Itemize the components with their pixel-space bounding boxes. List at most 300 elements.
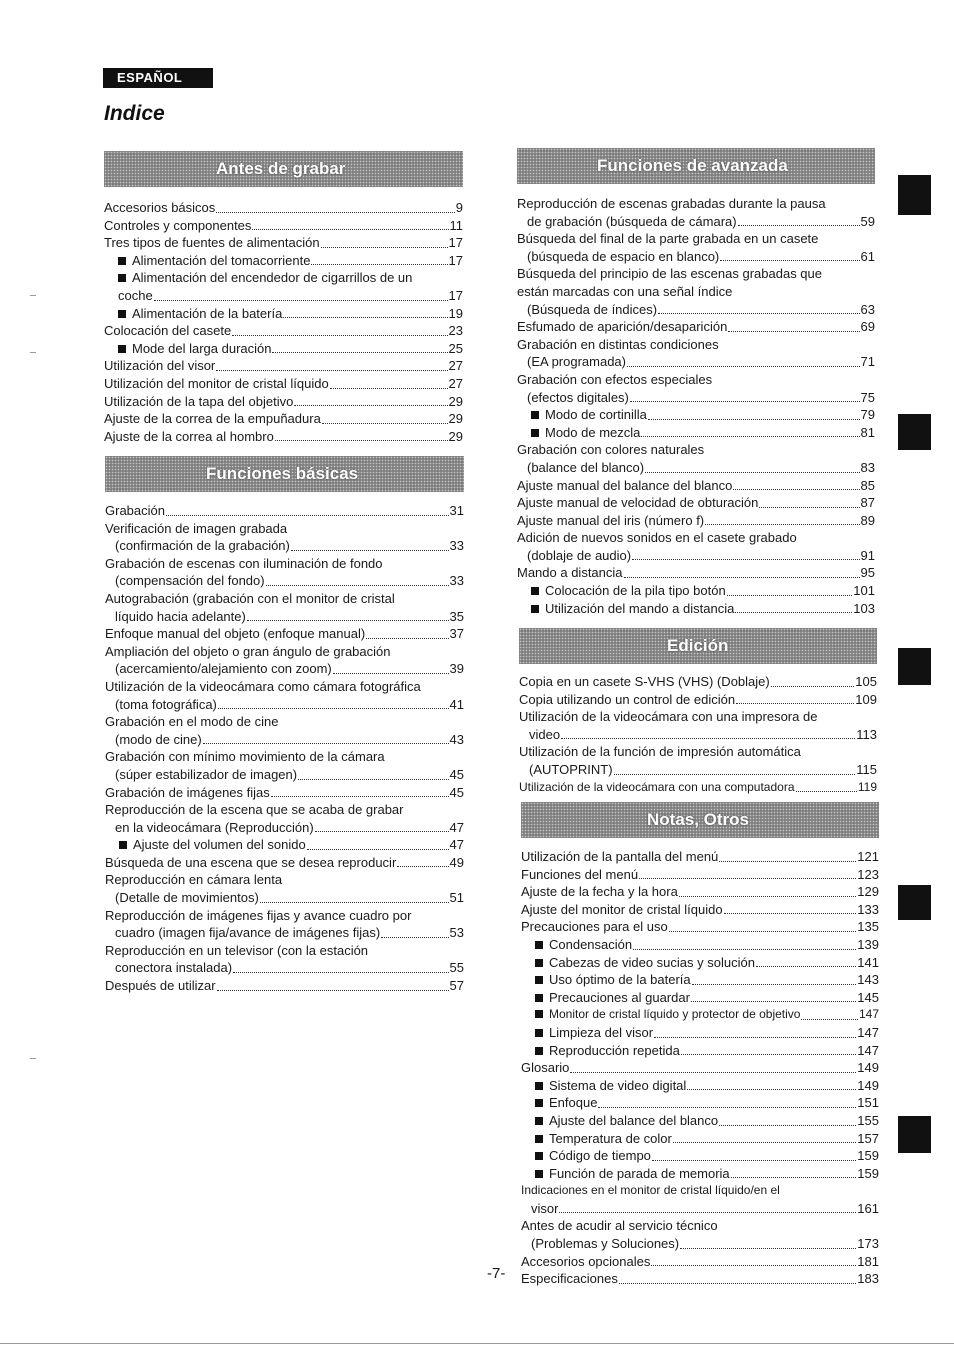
toc-entry — [105, 766, 464, 784]
dot-leader — [330, 388, 448, 389]
toc-entry — [519, 673, 877, 691]
dot-leader — [217, 990, 449, 991]
toc-entry-page: 81 — [860, 424, 875, 440]
toc-entry — [521, 1147, 879, 1165]
toc-entry-label: Precauciones para el uso — [521, 919, 668, 935]
toc-entry-label: (modo de cine) — [115, 731, 202, 747]
toc-entry-text — [521, 1270, 618, 1288]
toc-entry-page: 61 — [860, 248, 875, 264]
dot-leader — [333, 673, 449, 674]
toc-entry-label: Grabación con mínimo movimiento de la cámara — [105, 749, 385, 765]
toc-entry-page: 141 — [857, 954, 879, 970]
dot-leader — [322, 423, 448, 424]
dot-leader — [294, 405, 447, 406]
dot-leader — [669, 931, 857, 932]
toc-entry-label: Ajuste del balance del blanco — [549, 1112, 719, 1128]
toc-entry — [104, 410, 463, 428]
toc-entry-text — [115, 819, 314, 837]
toc-entry-text — [105, 872, 282, 887]
dot-leader — [692, 984, 857, 985]
toc-entry — [517, 564, 875, 582]
toc-entry-text — [105, 644, 390, 659]
toc-entry-text — [521, 848, 718, 866]
toc-entry — [105, 819, 464, 837]
dot-leader — [727, 595, 853, 596]
toc-entry-label: están marcadas con una señal índice — [517, 283, 733, 299]
toc-entry — [521, 1042, 879, 1060]
dot-leader — [252, 229, 448, 230]
toc-entry-text — [531, 1200, 558, 1218]
language-tag: ESPAÑOL — [103, 68, 213, 88]
toc-entry-text — [104, 199, 215, 217]
margin-mark — [30, 352, 36, 353]
dot-leader — [738, 225, 860, 226]
toc-entry — [521, 1235, 879, 1253]
toc-entry-text — [105, 625, 365, 643]
toc-entry-label: Modo de mezcla — [545, 424, 641, 440]
toc-entry-page: 71 — [860, 354, 875, 370]
dot-leader — [801, 1019, 858, 1020]
toc-entry-text — [531, 582, 726, 600]
toc-entry-label: (súper estabilizador de imagen) — [115, 766, 298, 782]
square-bullet-icon — [535, 1152, 543, 1160]
dot-leader — [724, 913, 857, 914]
dot-leader — [633, 949, 856, 950]
toc-entry — [105, 660, 464, 678]
toc-entry — [517, 529, 875, 547]
toc-entry-label: Grabación de escenas con iluminación de fondo — [105, 555, 383, 571]
toc-entry-label: Alimentación del encendedor de cigarrillos de un — [132, 270, 413, 286]
toc-entry-text — [529, 726, 560, 744]
toc-entry — [517, 389, 875, 407]
toc-entry — [517, 406, 875, 424]
toc-entry-text — [105, 908, 411, 923]
toc-entry — [105, 836, 464, 854]
toc-entry-label: Ajuste de la fecha y la hora — [521, 884, 678, 900]
toc-entry-page: 25 — [448, 340, 463, 356]
dot-leader — [654, 1037, 856, 1038]
toc-entry-label: Utilización del visor — [104, 358, 216, 374]
dot-leader — [366, 638, 448, 639]
toc-entry-label: Antes de acudir al servicio técnico — [521, 1218, 718, 1234]
dot-leader — [570, 1072, 856, 1073]
toc-entry — [521, 848, 879, 866]
toc-entry — [104, 287, 463, 305]
toc-entry-text — [531, 424, 640, 442]
dot-leader — [630, 401, 860, 402]
toc-entry-page: 85 — [860, 477, 875, 493]
dot-leader — [216, 212, 454, 213]
toc-entry-page: 87 — [860, 495, 875, 511]
toc-entry-text — [118, 305, 282, 323]
section-notas-otros — [521, 802, 879, 1288]
toc-entry-page: 103 — [853, 600, 875, 616]
entry-list — [521, 848, 879, 1288]
dot-leader — [291, 550, 449, 551]
toc-entry-label: Alimentación de la batería — [132, 305, 283, 321]
toc-entry-text — [535, 971, 691, 989]
toc-entry-page: 173 — [857, 1236, 879, 1252]
toc-entry-text — [105, 943, 368, 958]
toc-entry — [521, 918, 879, 936]
dot-leader — [381, 937, 448, 938]
toc-entry-label: Accesorios básicos — [104, 200, 216, 215]
toc-entry-text — [115, 572, 265, 590]
toc-entry-label: Copia utilizando un control de edición — [519, 691, 736, 707]
dot-leader — [735, 612, 852, 613]
toc-entry-label: Reproducción repetida — [549, 1042, 680, 1058]
toc-entry-text — [535, 1042, 680, 1060]
dot-leader — [311, 264, 447, 265]
toc-entry — [105, 520, 464, 538]
toc-entry — [517, 248, 875, 266]
square-bullet-icon — [535, 1082, 543, 1090]
entry-list — [517, 195, 875, 617]
toc-entry-page: 69 — [860, 319, 875, 335]
thumb-tab — [898, 648, 931, 685]
dot-leader — [283, 317, 447, 318]
thumb-tab — [898, 175, 931, 215]
toc-entry-text — [104, 322, 231, 340]
toc-entry-page: 45 — [449, 766, 464, 782]
toc-entry-label: (efectos digitales) — [527, 389, 629, 405]
dot-leader — [719, 1125, 856, 1126]
toc-entry-label: Reproducción de la escena que se acaba de grabar — [105, 802, 404, 818]
toc-entry-label: Ajuste del volumen del sonido — [133, 837, 306, 853]
dot-leader — [218, 708, 449, 709]
toc-entry-page: 147 — [857, 1042, 879, 1058]
toc-entry-page: 95 — [860, 565, 875, 581]
toc-entry-label: Grabación de imágenes fijas — [105, 784, 270, 800]
toc-entry — [104, 252, 463, 270]
toc-entry-label: Enfoque manual del objeto (enfoque manual) — [105, 626, 366, 642]
toc-entry-label: Después de utilizar — [105, 978, 216, 994]
dot-leader — [719, 861, 856, 862]
section-title: Notas, Otros — [647, 810, 750, 829]
dot-leader — [756, 966, 856, 967]
toc-entry — [519, 779, 877, 797]
toc-entry-label: Ajuste de la correa al hombro — [104, 428, 274, 444]
toc-entry-label: de grabación (búsqueda de cámara) — [527, 213, 737, 229]
toc-entry — [519, 743, 877, 761]
toc-entry — [519, 761, 877, 779]
toc-entry-page: 29 — [448, 428, 463, 444]
dot-leader — [154, 300, 448, 301]
dot-leader — [658, 313, 859, 314]
toc-entry-page: 91 — [860, 547, 875, 563]
toc-entry-page: 57 — [449, 978, 464, 994]
dot-leader — [260, 902, 449, 903]
toc-entry-text — [104, 428, 274, 446]
toc-entry-page: 159 — [857, 1165, 879, 1181]
toc-entry — [517, 371, 875, 389]
square-bullet-icon — [535, 1135, 543, 1143]
section-edicion — [519, 628, 877, 796]
toc-entry — [519, 726, 877, 744]
toc-entry-label: Glosario — [521, 1060, 570, 1076]
toc-entry-text — [535, 1165, 730, 1183]
toc-entry-page: 11 — [449, 217, 463, 233]
toc-entry-page: 63 — [860, 301, 875, 317]
dot-leader — [598, 1107, 856, 1108]
toc-entry-text — [115, 924, 380, 942]
section-header — [105, 456, 464, 492]
toc-entry-page: 145 — [857, 989, 879, 1005]
toc-entry-text — [517, 284, 732, 299]
toc-entry-label: (confirmación de la grabación) — [115, 538, 290, 554]
toc-entry-page: 17 — [448, 235, 463, 251]
toc-entry-label: (toma fotográfica) — [115, 696, 217, 712]
toc-entry-text — [105, 556, 383, 571]
toc-entry-label: Colocación del casete — [104, 323, 232, 339]
toc-entry-page: 37 — [449, 626, 464, 642]
toc-entry — [105, 977, 464, 995]
dot-leader — [166, 515, 449, 516]
toc-entry-text — [531, 600, 734, 618]
toc-entry-page: 27 — [448, 358, 463, 374]
toc-entry-label: Ampliación del objeto o gran ángulo de grabación — [105, 643, 391, 659]
toc-entry-text — [519, 779, 795, 797]
dot-leader — [397, 866, 448, 867]
toc-entry-label: Esfumado de aparición/desaparición — [517, 319, 728, 335]
toc-entry-page: 19 — [448, 305, 463, 321]
square-bullet-icon — [535, 1170, 543, 1178]
toc-entry — [517, 512, 875, 530]
toc-entry-label: Ajuste manual de velocidad de obturación — [517, 495, 759, 511]
square-bullet-icon — [535, 941, 543, 949]
dot-leader — [645, 472, 859, 473]
section-funciones-de-avanzada — [517, 148, 875, 617]
square-bullet-icon — [531, 411, 539, 419]
toc-entry-text — [118, 287, 153, 305]
toc-entry-label: en la videocámara (Reproducción) — [115, 819, 314, 835]
toc-entry-label: Función de parada de memoria — [549, 1165, 730, 1181]
toc-entry-page: 151 — [857, 1095, 879, 1111]
toc-entry — [519, 691, 877, 709]
entry-list — [105, 502, 464, 995]
dot-leader — [624, 577, 860, 578]
margin-mark — [30, 295, 36, 296]
toc-entry-label: conectora instalada) — [115, 960, 233, 976]
toc-entry — [521, 1253, 879, 1271]
toc-entry-text — [104, 410, 321, 428]
square-bullet-icon — [535, 1099, 543, 1107]
toc-entry-page: 31 — [449, 503, 464, 518]
dot-leader — [639, 878, 856, 879]
toc-entry-page: 47 — [449, 819, 464, 835]
toc-entry-label: Monitor de cristal líquido y protector de objetivo — [549, 1007, 801, 1022]
toc-entry — [105, 713, 464, 731]
toc-entry-label: Mando a distancia — [517, 565, 623, 581]
toc-entry — [517, 265, 875, 283]
toc-entry-page: 157 — [857, 1130, 879, 1146]
toc-entry-page: 121 — [857, 849, 879, 864]
toc-entry-text — [521, 901, 723, 919]
toc-entry-page: 147 — [857, 1024, 879, 1040]
toc-entry-text — [104, 375, 329, 393]
toc-entry-text — [521, 1059, 569, 1077]
toc-entry-text — [517, 196, 826, 211]
toc-entry-label: Utilización de la videocámara con una computadora — [519, 779, 795, 794]
toc-entry — [105, 572, 464, 590]
toc-entry-label: Utilización de la función de impresión automática — [519, 744, 801, 760]
toc-entry — [521, 866, 879, 884]
toc-entry — [104, 217, 463, 235]
toc-entry — [105, 625, 464, 643]
toc-entry — [517, 547, 875, 565]
toc-entry — [105, 502, 464, 520]
toc-entry-text — [521, 883, 678, 901]
toc-entry-text — [105, 784, 270, 802]
toc-entry-label: Código de tiempo — [549, 1148, 651, 1164]
toc-entry-label: Utilización de la pantalla del menú — [521, 849, 719, 864]
toc-entry-page: 133 — [857, 901, 879, 917]
toc-entry — [521, 901, 879, 919]
toc-entry-page: 155 — [857, 1112, 879, 1128]
dot-leader — [232, 335, 447, 336]
toc-entry — [105, 537, 464, 555]
toc-entry-page: 53 — [449, 925, 464, 941]
square-bullet-icon — [535, 1047, 543, 1055]
toc-entry-page: 41 — [449, 696, 464, 712]
dot-leader — [771, 686, 855, 687]
toc-entry-label: Grabación con efectos especiales — [517, 371, 713, 387]
toc-entry-text — [535, 1006, 800, 1024]
dot-leader — [247, 620, 449, 621]
toc-entry-text — [119, 836, 306, 854]
toc-entry-text — [527, 389, 629, 407]
toc-entry-label: Ajuste del monitor de cristal líquido — [521, 901, 723, 917]
section-title: Funciones de avanzada — [597, 156, 788, 175]
toc-entry-text — [105, 802, 404, 817]
toc-entry-label: Limpieza del visor — [549, 1024, 654, 1040]
toc-entry — [517, 213, 875, 231]
toc-entry-text — [517, 530, 797, 545]
dot-leader — [733, 489, 859, 490]
bottom-rule — [0, 1343, 954, 1344]
toc-entry-label: Precauciones al guardar — [549, 989, 690, 1005]
toc-entry-text — [521, 1253, 650, 1271]
toc-entry-page: 51 — [449, 890, 464, 906]
toc-entry — [104, 269, 463, 287]
square-bullet-icon — [531, 429, 539, 437]
toc-entry-label: Reproducción de imágenes fijas y avance cuadro por — [105, 907, 412, 923]
toc-entry-text — [527, 213, 737, 231]
toc-entry — [521, 1130, 879, 1148]
toc-entry-text — [118, 340, 271, 358]
toc-entry-text — [517, 337, 719, 352]
toc-entry-text — [531, 406, 647, 424]
toc-entry-text — [535, 1130, 672, 1148]
margin-mark — [30, 1058, 36, 1059]
toc-entry — [521, 1112, 879, 1130]
square-bullet-icon — [118, 257, 126, 265]
toc-entry-text — [535, 1147, 651, 1165]
toc-entry — [521, 954, 879, 972]
toc-entry-text — [519, 744, 801, 759]
toc-entry-text — [118, 252, 310, 270]
toc-entry-label: Alimentación del tomacorriente — [132, 252, 311, 268]
toc-entry — [517, 230, 875, 248]
toc-entry — [104, 428, 463, 446]
toc-entry-text — [105, 679, 421, 694]
toc-entry-label: Búsqueda del principio de las escenas grabadas que — [517, 266, 822, 282]
dot-leader — [691, 1001, 856, 1002]
toc-entry-label: Accesorios opcionales — [521, 1253, 651, 1269]
square-bullet-icon — [535, 959, 543, 967]
toc-entry-label: Uso óptimo de la batería — [549, 972, 691, 988]
toc-entry-page: 47 — [449, 837, 464, 853]
page-title: Indice — [104, 102, 165, 125]
toc-entry-label: Grabación con colores naturales — [517, 442, 705, 458]
toc-entry-label: Indicaciones en el monitor de cristal líquido/en el — [521, 1183, 780, 1198]
toc-entry — [521, 1094, 879, 1112]
toc-entry-label: Mode del larga duración — [132, 340, 272, 356]
toc-entry-text — [519, 709, 817, 724]
toc-entry-label: visor — [531, 1200, 559, 1216]
toc-entry — [521, 1024, 879, 1042]
toc-entry-label: Utilización del mando a distancia — [545, 600, 735, 616]
toc-entry-page: 59 — [860, 213, 875, 229]
toc-entry-label: líquido hacia adelante) — [115, 608, 246, 624]
toc-entry-page: 29 — [448, 411, 463, 427]
dot-leader — [673, 1142, 856, 1143]
toc-entry-page: 23 — [448, 323, 463, 339]
toc-entry-page: 149 — [857, 1060, 879, 1076]
section-header — [519, 628, 877, 664]
toc-entry — [105, 889, 464, 907]
toc-entry — [521, 971, 879, 989]
toc-entry-label: Adición de nuevos sonidos en el casete grabado — [517, 530, 797, 546]
toc-entry-page: 143 — [857, 972, 879, 988]
square-bullet-icon — [531, 605, 539, 613]
toc-entry — [104, 357, 463, 375]
toc-entry-label: coche — [118, 287, 153, 303]
toc-entry — [521, 1270, 879, 1288]
toc-entry — [105, 678, 464, 696]
toc-entry-text — [527, 353, 626, 371]
toc-entry-page: 115 — [856, 761, 877, 777]
toc-entry-page: 135 — [857, 919, 879, 935]
toc-entry-label: Colocación de la pila tipo botón — [545, 583, 726, 599]
toc-entry — [517, 301, 875, 319]
toc-entry-text — [105, 521, 287, 536]
toc-entry — [105, 801, 464, 819]
toc-entry — [105, 959, 464, 977]
toc-entry — [105, 590, 464, 608]
dot-leader — [632, 559, 859, 560]
dot-leader — [720, 260, 859, 261]
toc-entry — [517, 353, 875, 371]
toc-entry-page: 17 — [448, 252, 463, 268]
toc-entry-label: Copia en un casete S-VHS (VHS) (Doblaje) — [519, 674, 770, 689]
toc-entry-label: video — [529, 726, 561, 742]
toc-entry-text — [115, 696, 217, 714]
toc-entry-label: Verificación de imagen grabada — [105, 520, 288, 536]
toc-entry-text — [519, 691, 735, 709]
toc-entry-text — [115, 731, 202, 749]
toc-entry-page: 105 — [855, 674, 877, 689]
toc-entry-label: Búsqueda de una escena que se desea reproducir — [105, 854, 397, 870]
toc-entry — [105, 924, 464, 942]
square-bullet-icon — [535, 1010, 543, 1018]
toc-entry-page: 43 — [449, 731, 464, 747]
square-bullet-icon — [535, 976, 543, 984]
toc-entry-page: 109 — [855, 691, 877, 707]
dot-leader — [736, 703, 854, 704]
toc-entry-text — [517, 266, 822, 281]
toc-entry-page: 181 — [857, 1253, 879, 1269]
